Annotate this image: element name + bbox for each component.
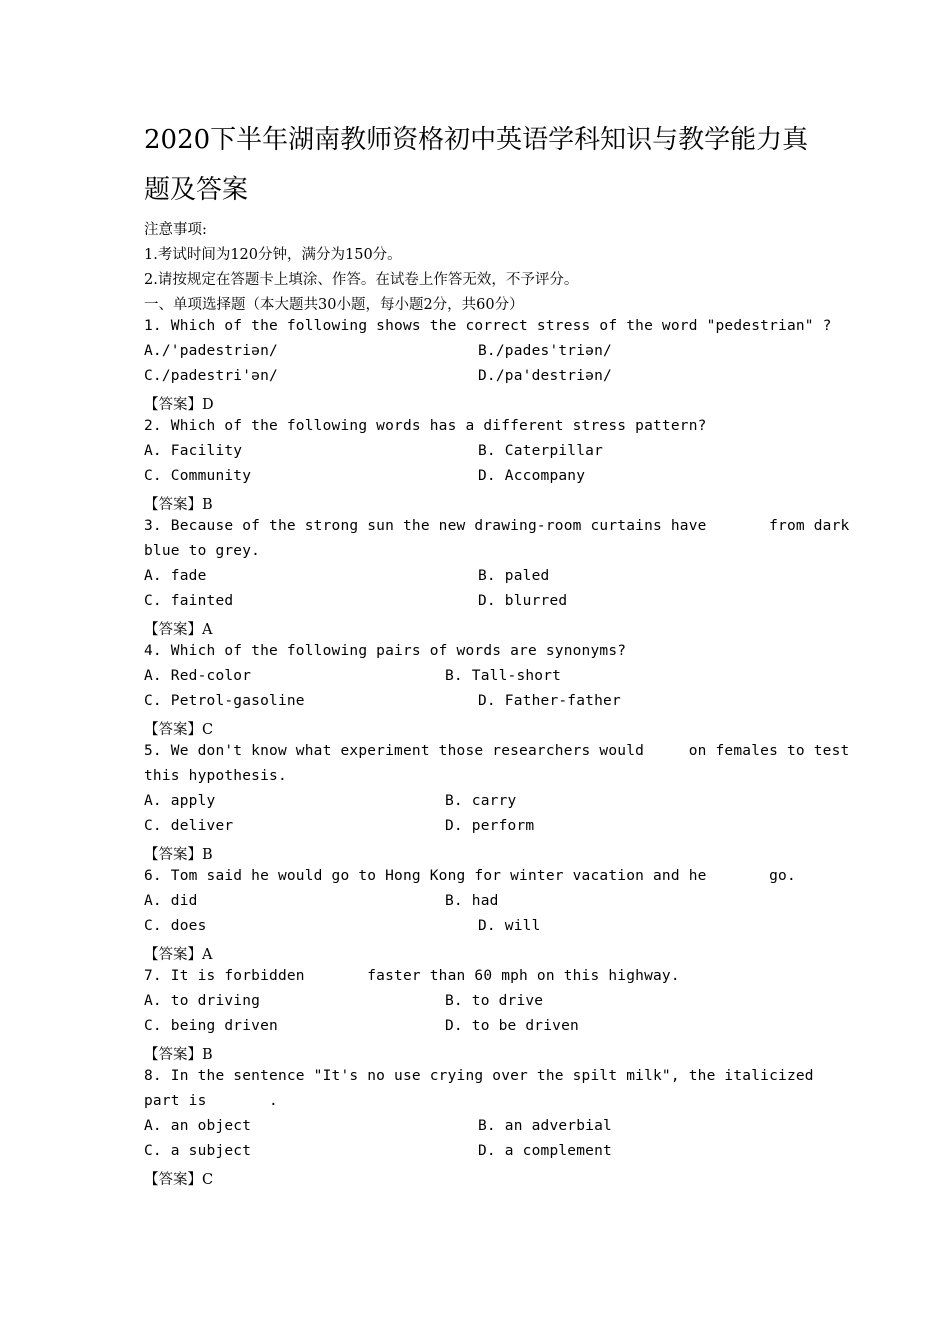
option-c: C. a subject	[144, 1143, 252, 1159]
question-stem: 2. Which of the following words has a different stress pattern?	[144, 418, 707, 434]
option-d: D. blurred	[478, 593, 568, 609]
answer-line: 【答案】B	[144, 497, 213, 513]
answer-line: 【答案】A	[144, 622, 213, 638]
option-b: B./pades'triən/	[478, 343, 612, 359]
answer-line: 【答案】A	[144, 947, 213, 963]
option-d: D. will	[478, 918, 541, 934]
option-a: A. fade	[144, 568, 207, 584]
option-b: B. an adverbial	[478, 1118, 612, 1134]
option-a: A. apply	[144, 793, 216, 809]
document-title-line-1: 2020下半年湖南教师资格初中英语学科知识与教学能力真	[144, 125, 809, 155]
option-c: C. being driven	[144, 1018, 278, 1034]
option-b: B. to drive	[445, 993, 544, 1009]
answer-line: 【答案】B	[144, 1047, 213, 1063]
document-title-line-2: 题及答案	[144, 175, 249, 205]
option-d: D./pa'destriən/	[478, 368, 612, 384]
question-stem: 6. Tom said he would go to Hong Kong for winter vacation and he go.	[144, 868, 796, 884]
answer-line: 【答案】B	[144, 847, 213, 863]
option-c: C. Community	[144, 468, 252, 484]
option-d: D. Father-father	[478, 693, 621, 709]
option-a: A. did	[144, 893, 198, 909]
question-stem: 7. It is forbidden faster than 60 mph on this highway.	[144, 968, 680, 984]
option-a: A. Facility	[144, 443, 243, 459]
option-a: A. to driving	[144, 993, 261, 1009]
question-stem: 4. Which of the following pairs of words are synonyms?	[144, 643, 627, 659]
answer-line: 【答案】D	[144, 397, 214, 413]
question-stem: 1. Which of the following shows the correct stress of the word "pedestrian" ?	[144, 318, 832, 334]
option-b: B. paled	[478, 568, 550, 584]
question-stem: 3. Because of the strong sun the new drawing-room curtains have from dark	[144, 518, 850, 534]
answer-line: 【答案】C	[144, 1172, 214, 1188]
option-c: C. deliver	[144, 818, 234, 834]
option-a: A. Red-color	[144, 668, 252, 684]
option-c: C./padestri'ən/	[144, 368, 278, 384]
option-b: B. Tall-short	[445, 668, 562, 684]
option-d: D. perform	[445, 818, 535, 834]
answer-line: 【答案】C	[144, 722, 214, 738]
option-c: C. does	[144, 918, 207, 934]
notes-item-1: 1.考试时间为120分钟，满分为150分。	[144, 247, 402, 263]
option-b: B. Caterpillar	[478, 443, 604, 459]
option-b: B. had	[445, 893, 499, 909]
question-stem-continued: part is .	[144, 1093, 278, 1109]
option-d: D. a complement	[478, 1143, 612, 1159]
option-d: D. to be driven	[445, 1018, 579, 1034]
option-a: A. an object	[144, 1118, 252, 1134]
question-stem-continued: this hypothesis.	[144, 768, 287, 784]
option-d: D. Accompany	[478, 468, 586, 484]
section-heading: 一、单项选择题（本大题共30小题，每小题2分，共60分）	[144, 297, 524, 313]
notes-item-2: 2.请按规定在答题卡上填涂、作答。在试卷上作答无效，不予评分。	[144, 272, 579, 288]
option-c: C. Petrol-gasoline	[144, 693, 305, 709]
option-a: A./'padestriən/	[144, 343, 278, 359]
option-c: C. fainted	[144, 593, 234, 609]
question-stem: 8. In the sentence "It's no use crying over the spilt milk", the italicized	[144, 1068, 814, 1084]
notes-heading: 注意事项:	[144, 222, 207, 238]
question-stem: 5. We don't know what experiment those researchers would on females to test	[144, 743, 850, 759]
question-stem-continued: blue to grey.	[144, 543, 261, 559]
option-b: B. carry	[445, 793, 517, 809]
